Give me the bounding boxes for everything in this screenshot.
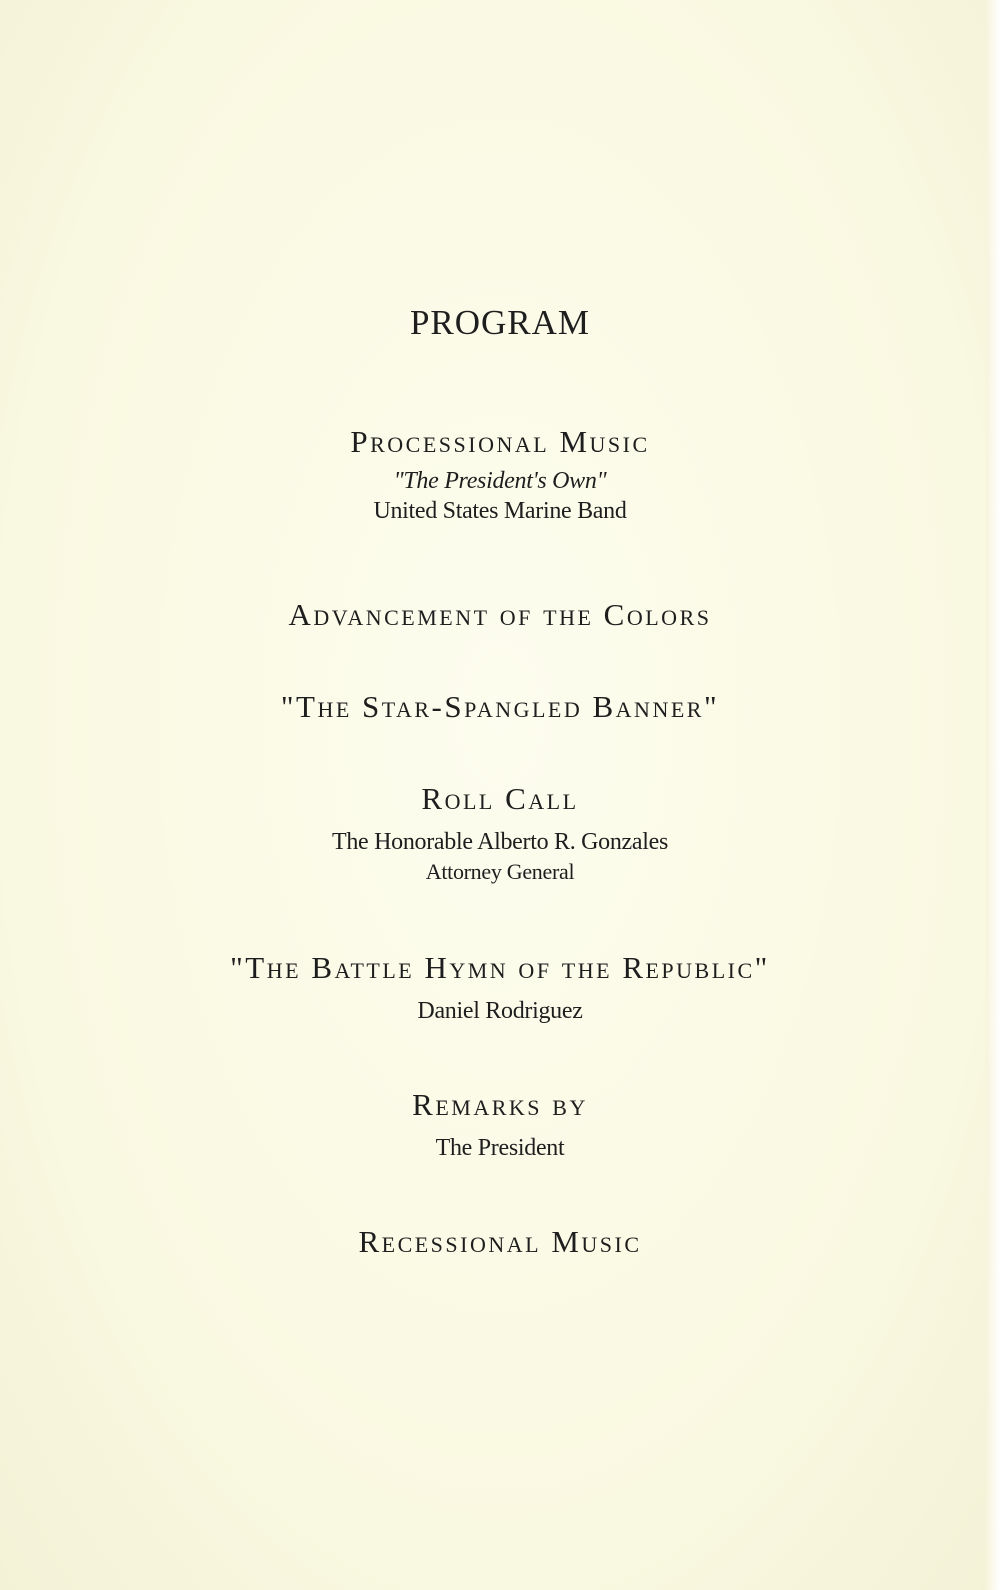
item-heading: "The Battle Hymn of the Republic" <box>230 950 770 985</box>
program-item-roll-call <box>0 781 1000 887</box>
item-heading: Roll Call <box>421 781 579 816</box>
item-detail: "The President's Own" <box>393 468 607 494</box>
program-item-star-spangled-banner <box>0 689 1000 725</box>
item-detail: Daniel Rodriguez <box>417 998 583 1024</box>
item-detail: Attorney General <box>425 859 575 884</box>
item-heading: Processional Music <box>350 424 650 459</box>
program-item-remarks <box>0 1087 1000 1163</box>
item-heading: Recessional Music <box>358 1224 642 1259</box>
item-heading: Advancement of the Colors <box>288 597 712 632</box>
item-heading: Remarks by <box>412 1087 588 1122</box>
program-title: PROGRAM <box>409 303 591 342</box>
program-item-processional-music <box>0 424 1000 526</box>
program-item-recessional-music <box>0 1224 1000 1260</box>
item-detail: United States Marine Band <box>373 498 627 524</box>
item-detail: The President <box>435 1135 565 1161</box>
program-item-battle-hymn <box>0 950 1000 1026</box>
item-heading: "The Star-Spangled Banner" <box>280 689 720 724</box>
program-item-advancement-of-colors <box>0 597 1000 633</box>
item-detail: The Honorable Alberto R. Gonzales <box>331 829 668 855</box>
